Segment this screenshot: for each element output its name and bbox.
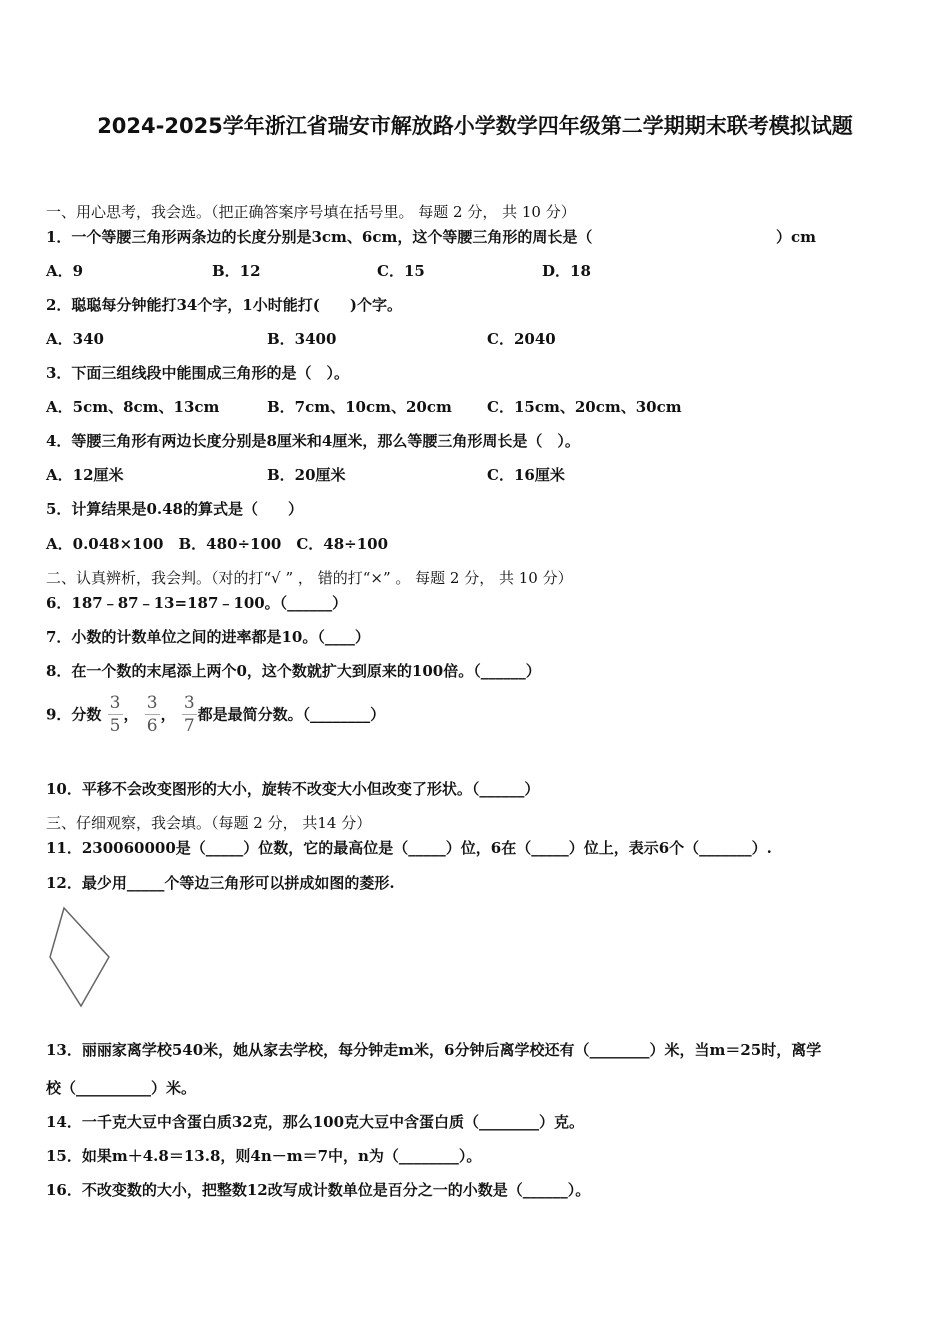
rhombus-figure: [46, 905, 114, 1009]
q1-option-c: C．15: [377, 262, 425, 280]
q2-option-c: C．2040: [487, 330, 556, 348]
section-3-heading: 三、仔细观察，我会填。（每题 2 分， 共14 分）: [46, 814, 372, 832]
question-4: 4．等腰三角形有两边长度分别是8厘米和4厘米，那么等腰三角形周长是（ ）。: [46, 432, 580, 450]
question-6: 6．187﹣87﹣13=187﹣100。（______）: [46, 594, 348, 612]
fraction-denominator: 5: [109, 716, 121, 736]
q2-option-a: A．340: [46, 330, 104, 348]
fraction-numerator: 3: [183, 693, 195, 713]
question-11: 11．230060000是（_____）位数，它的最高位是（_____）位，6在（_____）位上，表示6个（_______）.: [46, 839, 772, 857]
question-5: 5．计算结果是0.48的算式是（ ）: [46, 500, 303, 518]
rhombus-shape: [50, 908, 109, 1006]
fraction-denominator: 7: [183, 716, 195, 736]
question-8: 8．在一个数的末尾添上两个0，这个数就扩大到原来的100倍。（______）: [46, 662, 541, 680]
q4-option-c: C．16厘米: [487, 466, 565, 484]
fraction-3-6: [145, 694, 160, 735]
q9-prefix: 9．分数: [46, 705, 102, 724]
q1-option-a: A．9: [46, 262, 84, 280]
q9-suffix: 都是最简分数。（________）: [197, 705, 386, 724]
question-13-line-1: 13．丽丽家离学校540米，她从家去学校，每分钟走m米，6分钟后离学校还有（________）米，当m＝25时，离学: [46, 1041, 822, 1059]
q4-option-b: B．20厘米: [267, 466, 346, 484]
q4-option-a: A．12厘米: [46, 466, 124, 484]
question-12: 12．最少用_____个等边三角形可以拼成如图的菱形.: [46, 874, 395, 892]
q1-option-b: B．12: [212, 262, 261, 280]
question-1-unit: ）cm: [776, 228, 817, 246]
question-7: 7．小数的计数单位之间的进率都是10。（____）: [46, 628, 370, 646]
section-1-heading: 一、用心思考，我会选。（把正确答案序号填在括号里。 每题 2 分， 共 10 分）: [46, 203, 576, 221]
fraction-numerator: 3: [146, 693, 158, 713]
q3-option-a: A．5cm、8cm、13cm: [46, 398, 220, 416]
fraction-3-5: [108, 694, 123, 735]
question-10: 10．平移不会改变图形的大小，旋转不改变大小但改变了形状。（______）: [46, 780, 540, 798]
q9-separator: ，: [160, 705, 176, 724]
fraction-3-7: [182, 694, 197, 735]
fraction-numerator: 3: [109, 693, 121, 713]
question-9: [46, 694, 385, 735]
q2-option-b: B．3400: [267, 330, 337, 348]
question-1: 1．一个等腰三角形两条边的长度分别是3cm、6cm，这个等腰三角形的周长是（: [46, 228, 593, 246]
q1-option-d: D．18: [542, 262, 591, 280]
section-2-heading: 二、认真辨析，我会判。（对的打“√ ” ， 错的打“×” 。 每题 2 分， 共 10 分）: [46, 569, 573, 587]
q9-separator: ，: [123, 705, 139, 724]
question-16: 16．不改变数的大小，把整数12改写成计数单位是百分之一的小数是（______）。: [46, 1181, 591, 1199]
question-13-line-2: 校（__________）米。: [46, 1079, 197, 1097]
q5-options: A．0.048×100 B．480÷100 C．48÷100: [46, 535, 389, 553]
page-title: 2024-2025学年浙江省瑞安市解放路小学数学四年级第二学期期末联考模拟试题: [97, 114, 853, 138]
question-14: 14．一千克大豆中含蛋白质32克，那么100克大豆中含蛋白质（________）克。: [46, 1113, 585, 1131]
question-3: 3．下面三组线段中能围成三角形的是（ ）。: [46, 364, 349, 382]
question-15: 15．如果m＋4.8＝13.8，则4n－m＝7中，n为（________）。: [46, 1147, 482, 1165]
question-2: 2．聪聪每分钟能打34个字，1小时能打( )个字。: [46, 296, 402, 314]
q3-option-b: B．7cm、10cm、20cm: [267, 398, 452, 416]
q3-option-c: C．15cm、20cm、30cm: [487, 398, 682, 416]
fraction-denominator: 6: [146, 716, 158, 736]
